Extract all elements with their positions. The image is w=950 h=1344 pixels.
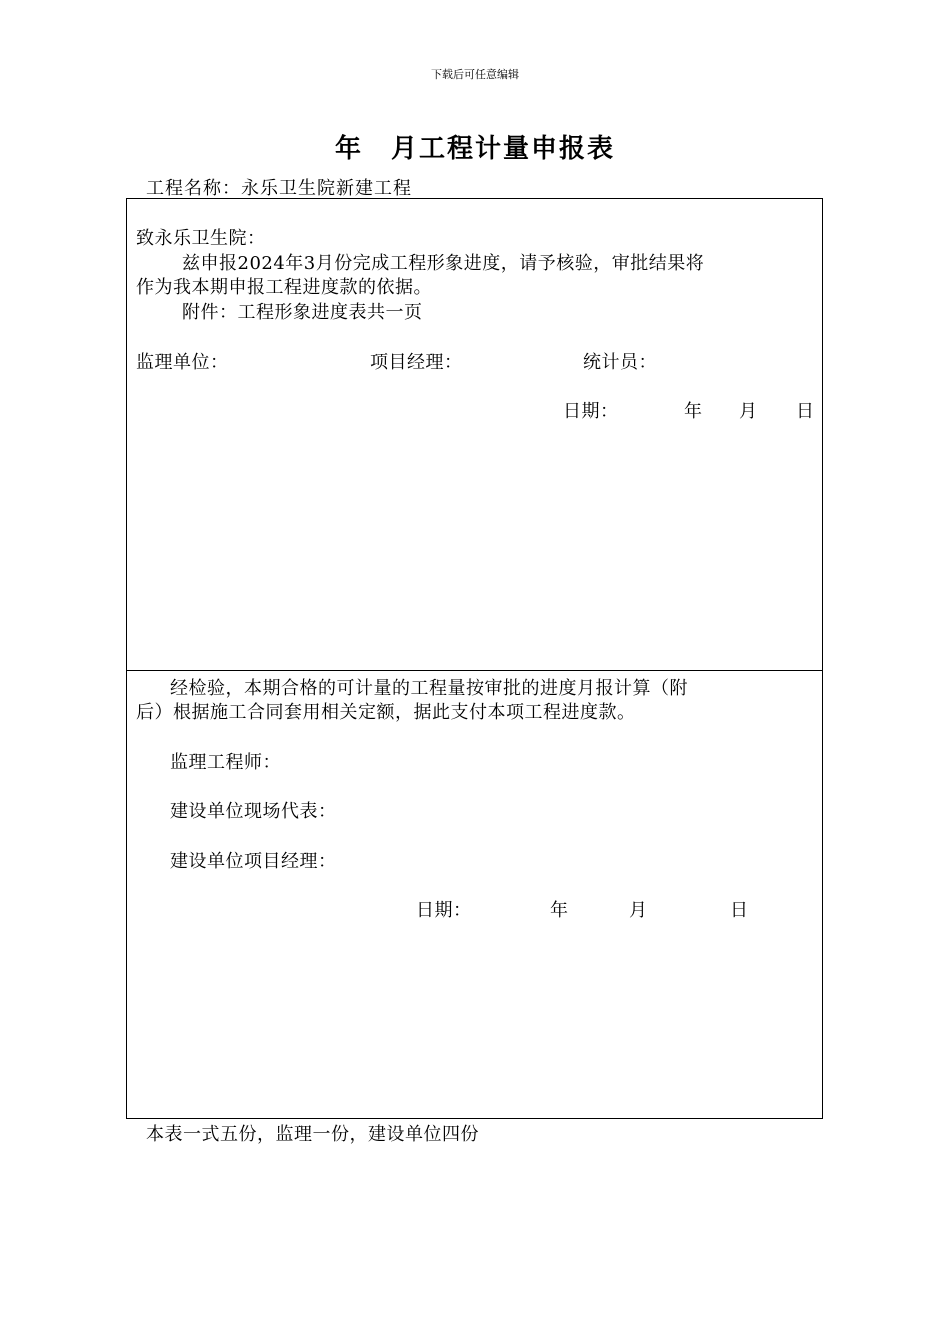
footnote: 本表一式五份，监理一份，建设单位四份 <box>146 1124 479 1145</box>
top-date-label: 日期： <box>563 401 619 422</box>
application-line-1: 兹申报2024年3月份完成工程形象进度，请予核验，审批结果将 <box>182 253 705 274</box>
bottom-date-year: 年 <box>550 900 569 921</box>
attachment-line: 附件：工程形象进度表共一页 <box>182 302 423 323</box>
top-date-day: 日 <box>796 401 815 422</box>
bottom-date-day: 日 <box>730 900 749 921</box>
bottom-date-label: 日期： <box>416 900 472 921</box>
statistician-label: 统计员： <box>583 352 657 373</box>
header-note: 下载后可任意编辑 <box>431 68 519 81</box>
site-rep-label: 建设单位现场代表： <box>170 801 337 822</box>
top-date-month: 月 <box>739 401 758 422</box>
engineer-label: 监理工程师： <box>170 752 281 773</box>
project-name-line: 工程名称：永乐卫生院新建工程 <box>146 178 412 199</box>
approval-line-2: 后）根据施工合同套用相关定额，据此支付本项工程进度款。 <box>136 702 636 723</box>
page-title: 年 月工程计量申报表 <box>334 134 615 164</box>
addressee: 致永乐卫生院： <box>136 228 266 249</box>
project-manager-label: 项目经理： <box>370 352 463 373</box>
supervisor-unit-label: 监理单位： <box>136 352 229 373</box>
top-date-year: 年 <box>684 401 703 422</box>
approval-section <box>126 670 823 1119</box>
owner-manager-label: 建设单位项目经理： <box>170 851 337 872</box>
application-line-2: 作为我本期申报工程进度款的依据。 <box>136 277 432 298</box>
approval-line-1: 经检验，本期合格的可计量的工程量按审批的进度月报计算（附 <box>170 678 688 699</box>
bottom-date-month: 月 <box>629 900 648 921</box>
